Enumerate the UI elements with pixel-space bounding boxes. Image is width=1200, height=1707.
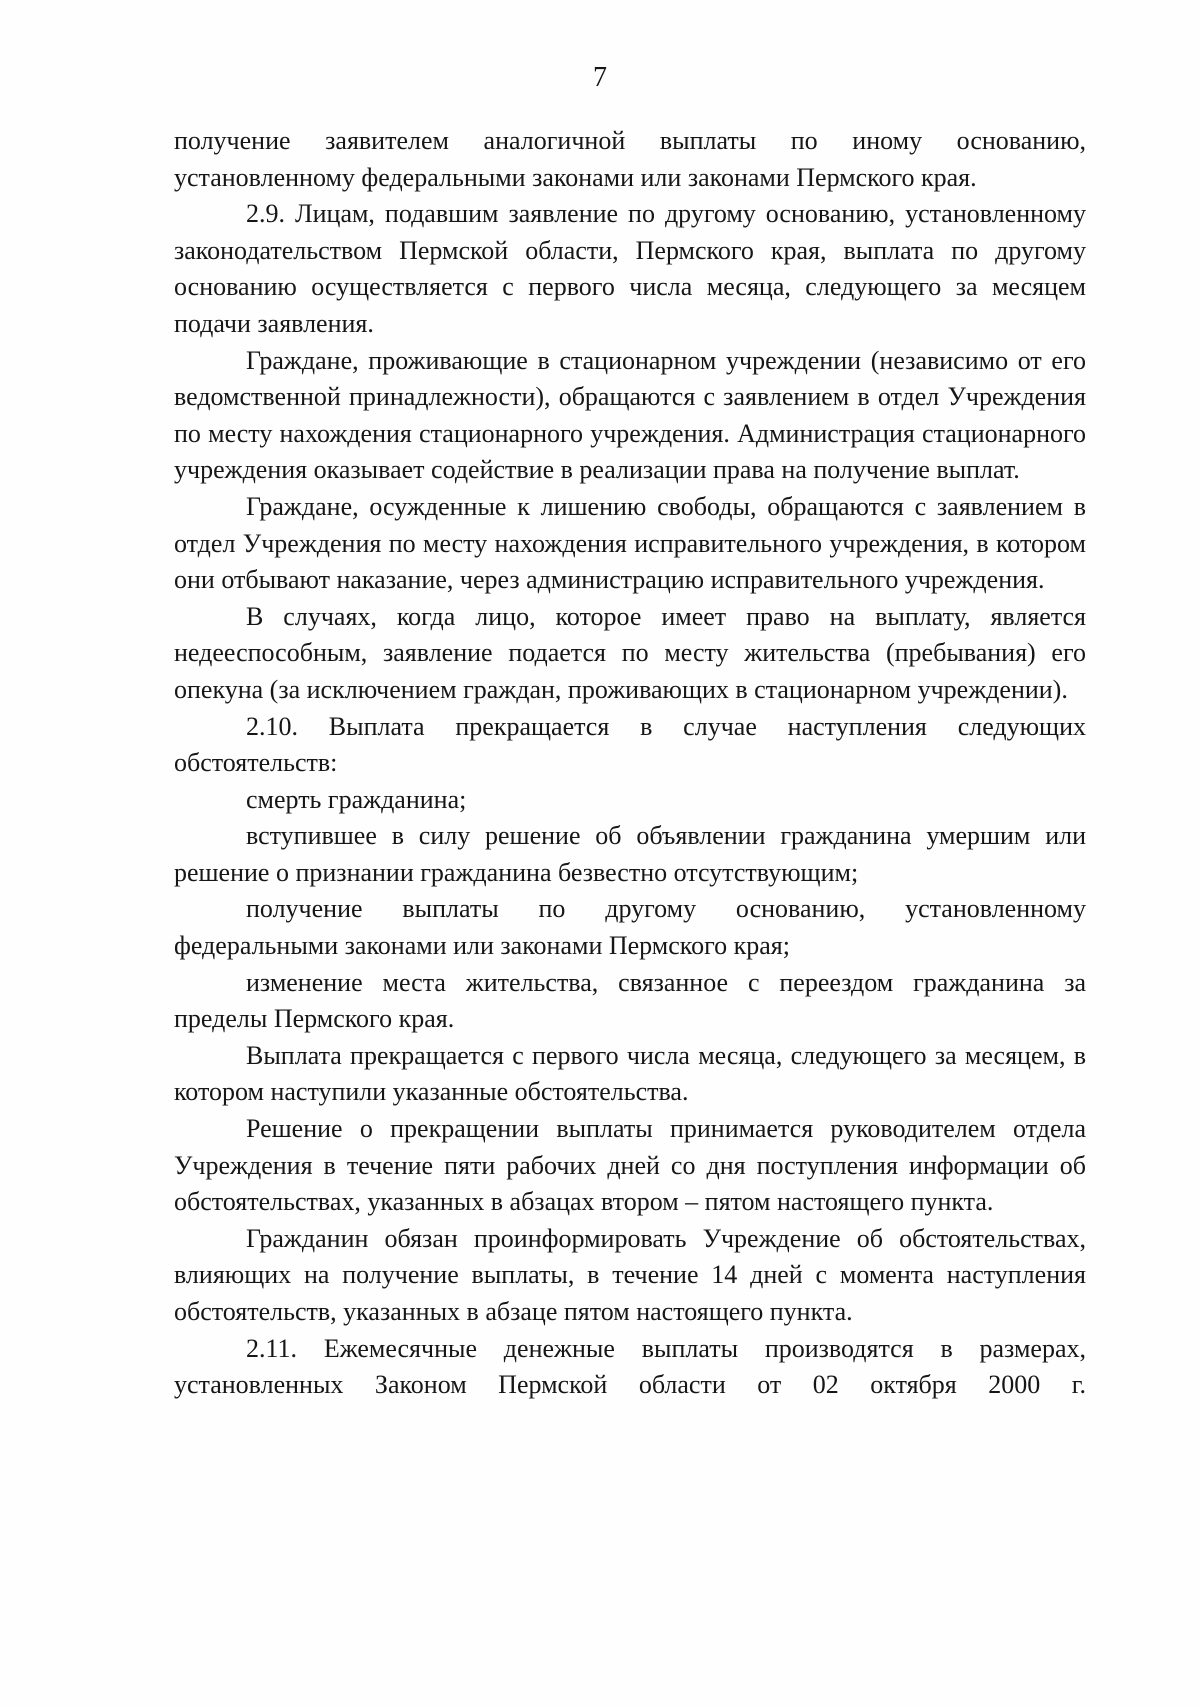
list-item-death: смерть гражданина; [246,784,467,814]
paragraph-citizen-obligation: Гражданин обязан проинформировать Учреждение об обстоятельствах, влияющих на получение выплаты, в течение 14 дней с момента наступления обстоятельств, указанных в абзаце пятом настоящего пункта. [174,1223,1086,1326]
paragraph-convicted-citizens: Граждане, осужденные к лишению свободы, обращаются с заявлением в отдел Учреждения по месту нахождения исправительного учреждения, в котором они отбывают наказание, через администрацию исправительного учреждения. [174,491,1086,595]
paragraph-stationary-institution: Граждане, проживающие в стационарном учреждении (независимо от его ведомственной принадлежности), обращаются с заявлением в отдел Учреждения по месту нахождения стационарного учреждения. Администрация стационарного учреждения оказывает содействие в реализации права на получение выплат. [174,345,1086,485]
document-body [174,123,1086,1404]
paragraph-termination-date: Выплата прекращается с первого числа месяца, следующего за месяцем, в котором наступили указанные обстоятельства. [174,1040,1086,1107]
paragraph-2-11: 2.11. Ежемесячные денежные выплаты производятся в размерах, установленных Законом Пермской области от 02 октября 2000 г. [174,1333,1086,1400]
list-item-relocation: изменение места жительства, связанное с переездом гражданина за пределы Пермского края. [174,967,1086,1034]
list-item-other-basis: получение выплаты по другому основанию, установленному федеральными законами или законами Пермского края; [174,894,1086,961]
list-item-court-decision: вступившее в силу решение об объявлении гражданина умершим или решение о признании гражданина безвестно отсутствующим; [174,821,1086,887]
paragraph-incapacitated-person: В случаях, когда лицо, которое имеет право на выплату, является недееспособным, заявление подается по месту жительства (пребывания) его опекуна (за исключением граждан, проживающих в стационарном учреждении). [174,601,1086,704]
paragraph-continuation: получение заявителем аналогичной выплаты по иному основанию, установленному федеральными законами или законами Пермского края. [174,126,1086,192]
paragraph-2-9: 2.9. Лицам, подавшим заявление по другому основанию, установленному законодательством Пермской области, Пермского края, выплата по другому основанию осуществляется с первого числа месяца, следующего за месяцем подачи заявления. [174,199,1086,338]
paragraph-2-10: 2.10. Выплата прекращается в случае наступления следующих обстоятельств: [174,711,1086,778]
paragraph-termination-decision: Решение о прекращении выплаты принимается руководителем отдела Учреждения в течение пяти рабочих дней со дня поступления информации об обстоятельствах, указанных в абзацах втором – пятом настоящего пункта. [174,1114,1086,1217]
page-number: 7 [593,62,607,93]
